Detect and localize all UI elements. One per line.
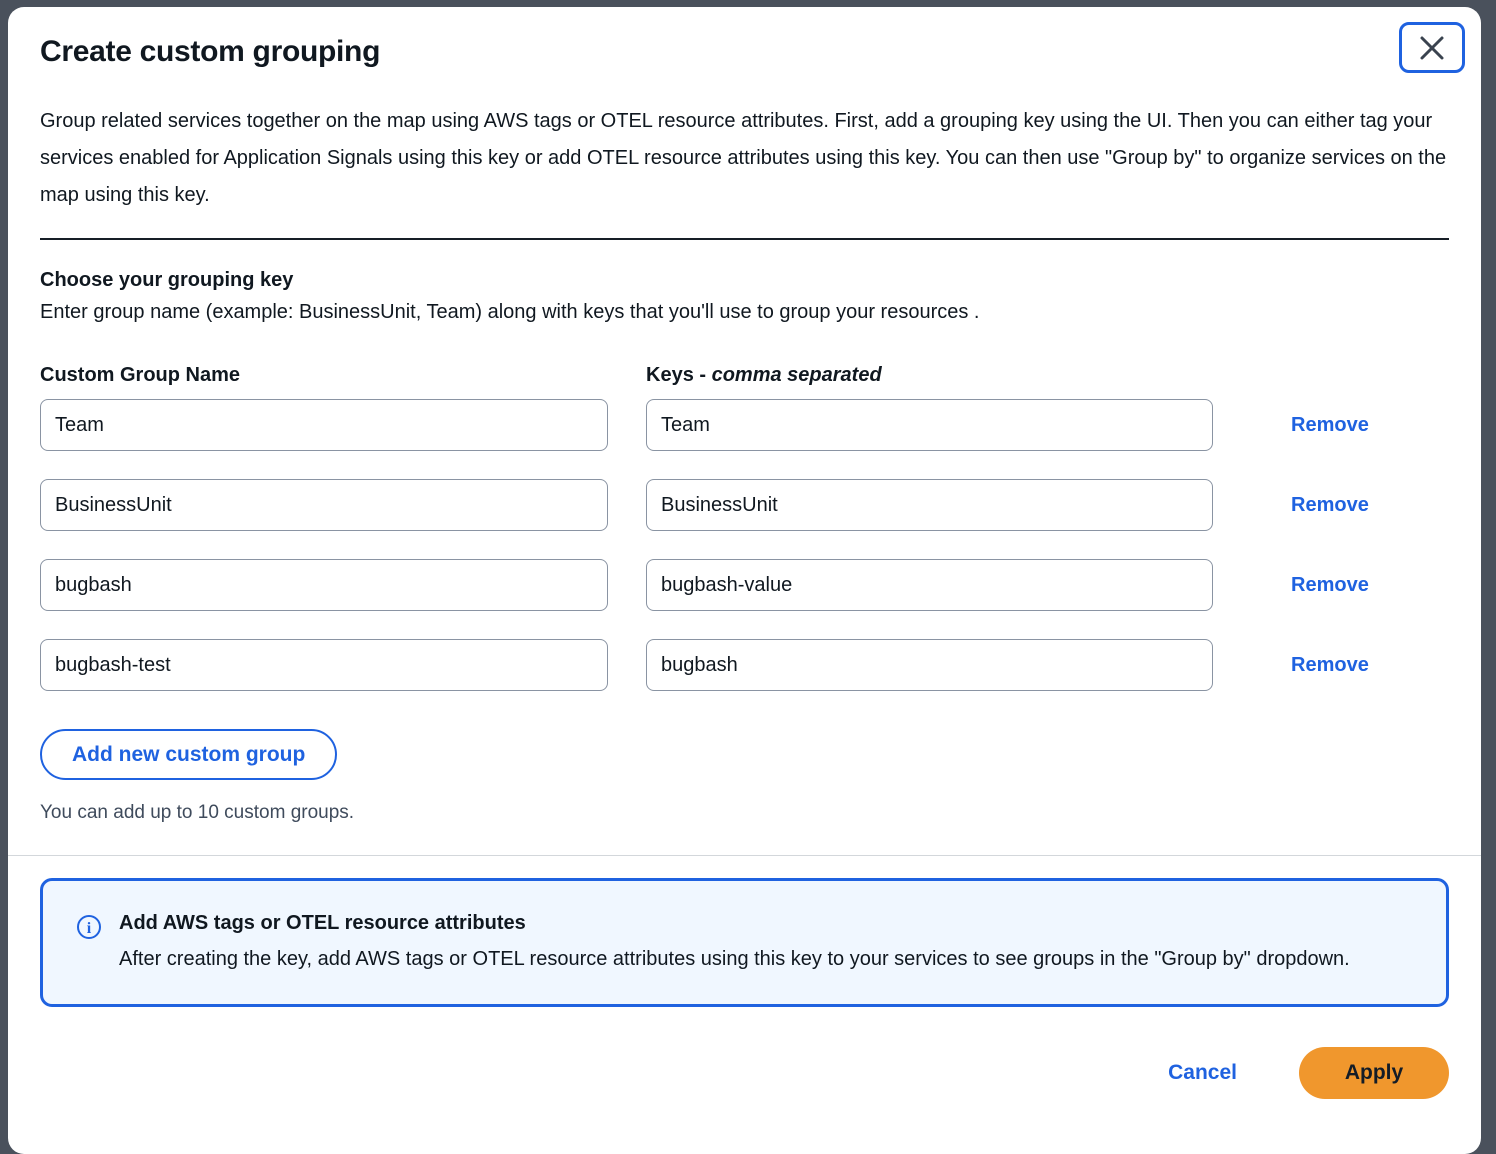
custom-group-name-label: Custom Group Name — [40, 364, 241, 386]
group-name-input-1[interactable] — [40, 399, 608, 451]
remove-link-3[interactable]: Remove — [1291, 573, 1369, 596]
remove-link-2[interactable]: Remove — [1291, 493, 1369, 516]
info-banner-body: After creating the key, add AWS tags or OTEL resource attributes using this key to your services to see groups in the "Group by" dropdown. — [119, 948, 1350, 970]
info-banner-content — [119, 905, 1350, 978]
remove-link-1[interactable]: Remove — [1291, 413, 1369, 436]
grouping-key-heading: Choose your grouping key — [40, 269, 294, 291]
info-icon: i — [77, 915, 101, 939]
custom-group-rows — [40, 399, 1449, 691]
dialog-description: Group related services together on the map using AWS tags or OTEL resource attributes. First, add a grouping key using the UI. Then you can either tag your services enabled for Application Signals using this key or add OTEL resource attributes using this key. You can then use "Group by" to organize services on the map using this key. — [40, 110, 1447, 206]
close-icon — [1418, 34, 1446, 62]
info-banner-title: Add AWS tags or OTEL resource attributes — [119, 912, 526, 934]
footer-divider — [8, 855, 1481, 856]
group-keys-input-1[interactable] — [646, 399, 1213, 451]
apply-button[interactable]: Apply — [1299, 1047, 1449, 1099]
dialog-footer — [40, 1047, 1449, 1099]
add-new-custom-group-button[interactable]: Add new custom group — [40, 729, 337, 780]
grouping-key-subheading: Enter group name (example: BusinessUnit, Team) along with keys that you'll use to group your resources . — [40, 301, 980, 323]
header-divider — [40, 238, 1449, 240]
group-limit-note: You can add up to 10 custom groups. — [40, 802, 355, 823]
close-button[interactable] — [1399, 22, 1465, 73]
custom-group-row — [40, 399, 1449, 451]
cancel-button[interactable]: Cancel — [1168, 1061, 1237, 1084]
group-name-input-4[interactable] — [40, 639, 608, 691]
remove-link-4[interactable]: Remove — [1291, 653, 1369, 676]
page-title: Create custom grouping — [40, 35, 381, 68]
group-name-input-3[interactable] — [40, 559, 608, 611]
custom-group-row — [40, 559, 1449, 611]
info-banner — [40, 878, 1449, 1007]
keys-label: Keys - comma separated — [646, 364, 882, 386]
group-keys-input-4[interactable] — [646, 639, 1213, 691]
group-name-input-2[interactable] — [40, 479, 608, 531]
group-keys-input-3[interactable] — [646, 559, 1213, 611]
group-keys-input-2[interactable] — [646, 479, 1213, 531]
column-labels — [40, 364, 1449, 387]
custom-group-row — [40, 479, 1449, 531]
create-custom-grouping-dialog — [8, 7, 1481, 1154]
custom-group-row — [40, 639, 1449, 691]
